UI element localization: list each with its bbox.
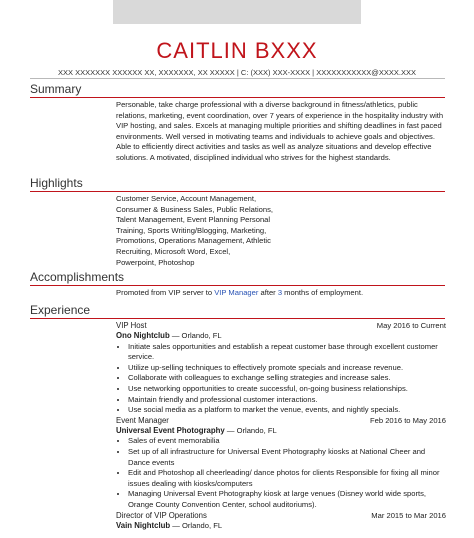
- highlight-item: Training, Sports Writing/Blogging, Marketing,: [116, 225, 267, 235]
- experience-heading: Experience: [30, 303, 91, 317]
- job-bullet: • Utilize up-selling techniques to effectively promote specials and increase revenue.: [128, 363, 446, 374]
- job-bullet: • Initiate sales opportunities and establish a repeat customer base through excellent customer service.: [128, 342, 446, 363]
- job-dates: May 2016 to Current: [376, 321, 446, 330]
- experience-list: [116, 321, 446, 531]
- contact-info: XXX XXXXXXX XXXXXX XX, XXXXXXX, XX XXXXX | C: (XXX) XXX-XXXX | XXXXXXXXXXX@XXXX.XXX: [58, 68, 416, 77]
- job-bullet: • Edit and Photoshop all cheerleading/ dance photos for clients Responsible for fixing all minor issues dealing with kiosks/computers: [128, 468, 446, 489]
- job-entry: [116, 321, 446, 416]
- highlights-list: [116, 194, 446, 268]
- highlight-item: Powerpoint, Photoshop: [116, 257, 195, 267]
- vip-manager-link[interactable]: VIP Manager: [214, 288, 259, 297]
- job-location: — Orlando, FL: [171, 331, 222, 340]
- highlights-heading: Highlights: [30, 176, 83, 190]
- highlight-item: Promotions, Operations Management, Athletic: [116, 236, 271, 246]
- job-company: Vain Nightclub: [116, 520, 171, 530]
- highlight-item: Talent Management, Event Planning Personal: [116, 215, 271, 225]
- experience-divider: [30, 318, 445, 319]
- accomplishment-post: months of employment.: [282, 288, 364, 297]
- job-company: Universal Event Photography: [116, 425, 225, 435]
- job-bullet: • Collaborate with colleagues to exchange selling strategies and increase sales.: [128, 373, 446, 384]
- job-company: Ono Nightclub: [116, 331, 170, 340]
- job-title: VIP Host: [116, 321, 147, 330]
- months-count: 3: [277, 288, 283, 297]
- accomplishment-mid: after: [258, 288, 278, 297]
- job-bullet: • Use networking opportunities to create successful, on-going business relationships.: [128, 384, 446, 395]
- header-bar: [113, 0, 361, 24]
- job-bullet: • Use social media as a platform to market the venue, events, and nightly specials.: [128, 405, 446, 416]
- job-dates: Feb 2016 to May 2016: [370, 415, 446, 425]
- highlight-item: Customer Service, Account Management,: [116, 194, 257, 203]
- summary-heading: Summary: [30, 82, 82, 96]
- highlight-item: Consumer & Business Sales, Public Relations,: [116, 204, 274, 214]
- summary-divider: [30, 97, 445, 98]
- summary-text: Personable, take charge professional with a diverse background in fitness/athletics, public relations, marketing, event coordination, over 7 years of experience in the hospitality industry with VIP hosting, and sales. Excels at managing multiple priorities and shifting deadlines in fast paced environments. Well versed in motivating teams and individuals to achieve goals and objectives. Able to efficiently direct activities and tasks as well as analyze situations and develop effective solutions. A motivated, disciplined individual who strives for the highest standards.: [116, 100, 444, 162]
- job-bullet: • Sales of event memorabilia: [128, 436, 446, 447]
- job-dates: Mar 2015 to Mar 2016: [371, 510, 446, 520]
- accomplishments-text: [116, 288, 446, 299]
- accomplishments-divider: [30, 285, 445, 286]
- job-entry: [116, 511, 446, 532]
- candidate-name: CAITLIN BXXX: [156, 38, 318, 63]
- highlights-divider: [30, 191, 445, 192]
- accomplishment-pre: Promoted from VIP server to: [116, 288, 215, 297]
- accomplishments-heading: Accomplishments: [30, 270, 125, 284]
- job-location: — Orlando, FL: [172, 520, 223, 530]
- job-bullet: • Maintain friendly and professional customer interactions.: [128, 395, 446, 406]
- job-bullet: • Managing Universal Event Photography kiosk at large venues (Disney world wide sports, Orange County Convention Center, school auditoriums).: [128, 489, 446, 510]
- job-bullet: • Set up of all infrastructure for Universal Event Photography kiosks at National Cheer and Dance events: [128, 447, 446, 468]
- header-divider: [30, 78, 445, 79]
- job-title: Event Manager: [116, 415, 169, 425]
- highlight-item: Recruiting, Microsoft Word, Excel,: [116, 246, 231, 256]
- job-location: — Orlando, FL: [226, 425, 277, 435]
- job-title: Director of VIP Operations: [116, 510, 207, 520]
- job-entry: [116, 416, 446, 511]
